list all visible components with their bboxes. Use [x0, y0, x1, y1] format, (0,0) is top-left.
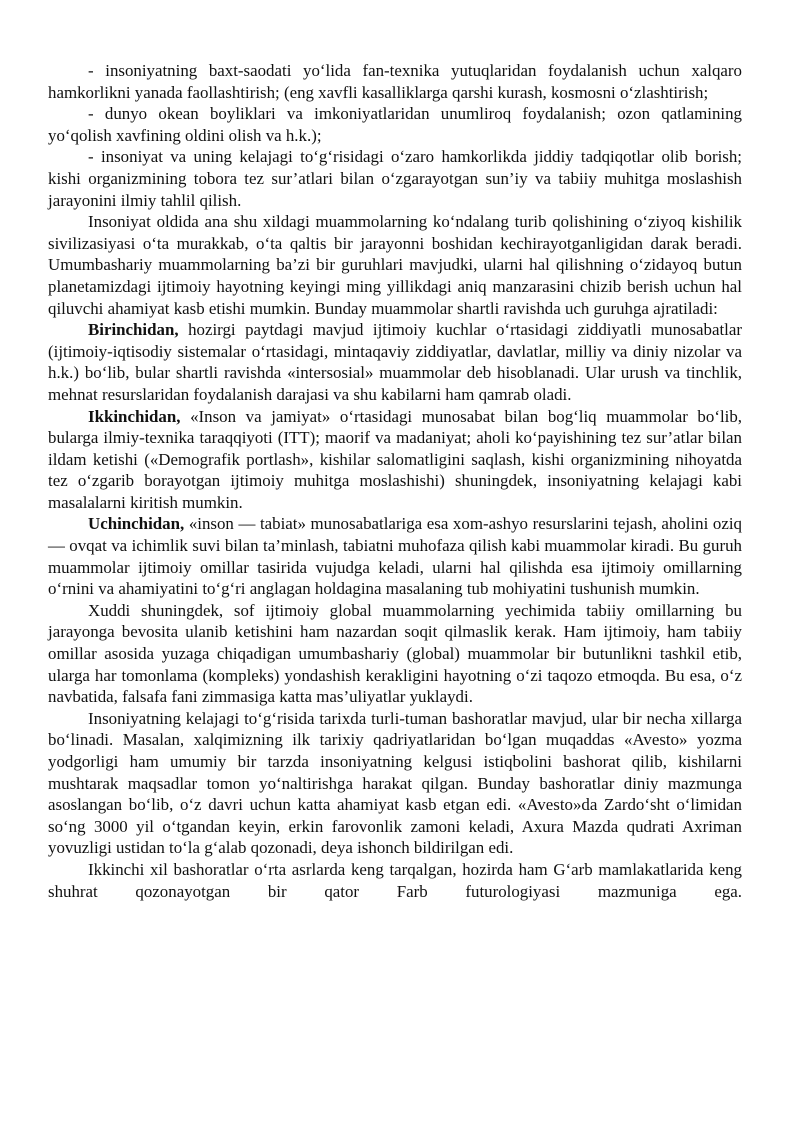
paragraph-10: [48, 859, 742, 902]
paragraph-1: [48, 60, 742, 103]
paragraph-2: [48, 103, 742, 146]
paragraph-text: Insoniyatning kelajagi to‘g‘risida tarixda turli-tuman bashoratlar mavjud, ular bir necha xillarga bo‘linadi. Masalan, xalqimizning ilk tarixiy qadriyatlaridan bo‘lgan muqaddas «Avesto» yozma yodgorligi ham umumiy bir tarzda insoniyatning kelgusi istiqbolini bashorat qilib, kishilarni mushtarak maqsadlar tomon yo‘naltirishga harakat qilgan. Bunday bashoratlar diniy mazmunga asoslangan bo‘lib, o‘z davri uchun katta ahamiyat kasb etgan edi. «Avesto»da Zardo‘sht o‘limidan so‘ng 3000 yil o‘tgandan keyin, erkin farovonlik zamoni keladi, Axura Mazda qudrati Axriman yovuzligi ustidan to‘la g‘alab qozonadi, deya ishonch bildirilgan edi.: [48, 708, 742, 858]
paragraph-text: - dunyo okean boyliklari va imkoniyatlaridan unumliroq foydalanish; ozon qatlamining yo‘qolish xavfining oldini olish va h.k.);: [48, 104, 742, 145]
paragraph-text: «inson — tabiat» munosabatlariga esa xom-ashyo resurslarini tejash, aholini oziq — ovqat va ichimlik suvi bilan ta’minlash, tabiatni muhofaza qilish kabi muammolar kiradi. Bu guruh muammolar ijtimoiy omillar tasirida vujudga keladi, ularni hal qilishda esa ijtimoiy omillarning o‘rnini va ahamiyatini to‘g‘ri anglagan holdagina masalaning tub mohiyatini tushunish mumkin.: [48, 514, 742, 599]
paragraph-text: - insoniyat va uning kelajagi to‘g‘risidagi o‘zaro hamkorlikda jiddiy tadqiqotlar olib borish; kishi organizmining tobora tez sur’atlari bilan o‘zgarayotgan sun’iy va tabiiy muhitga moslashish jarayonini ilmiy tahlil qilish.: [48, 147, 742, 210]
paragraph-lead: Ikkinchidan,: [88, 406, 181, 426]
paragraph-lead: Uchinchidan,: [88, 514, 185, 534]
paragraph-text: - insoniyatning baxt-saodati yo‘lida fan-texnika yutuqlaridan foydalanish uchun xalqaro hamkorlikni yanada faollashtirish; (eng xavfli kasalliklarga qarshi kurash, kosmosni o‘zlashtirish;: [48, 61, 742, 102]
paragraph-lead: Birinchidan,: [88, 320, 179, 340]
paragraph-6: [48, 406, 742, 514]
paragraph-3: [48, 146, 742, 211]
paragraph-text: «Inson va jamiyat» o‘rtasidagi munosabat bilan bog‘liq muammolar bo‘lib, bularga ilmiy-texnika taraqqiyoti (ITT); maorif va madaniyat; aholi ko‘payishining tez sur’atlar bilan ildam ketishi («Demografik portlash», kishilar salomatligini saqlash, kishi organizmining nihoyatda tez o‘zgarib borayotgan ijtimoiy muhitga moslashishi) shuningdek, insoniyatning kelajagi kabi masalalarni kiritish mumkin.: [48, 406, 742, 512]
paragraph-7: [48, 513, 742, 599]
paragraph-text: Ikkinchi xil bashoratlar o‘rta asrlarda keng tarqalgan, hozirda ham G‘arb mamlakatlarida keng shuhrat qozonayotgan bir qator Farb futurologiyasi mazmuniga ega.: [48, 859, 742, 901]
paragraph-text: Xuddi shuningdek, sof ijtimoiy global muammolarning yechimida tabiiy omillarning bu jarayonga bevosita ulanib ketishini ham nazardan soqit qilmaslik kerak. Ham ijtimoiy, ham tabiiy omillar asosida yuzaga chiqadigan umumbashariy (global) muammolar bir butunlikni tashkil etib, ularga har tomonlama (kompleks) yondashish kerakligini hayotning o‘zi taqozo etmoqda. Bu esa, o‘z navbatida, falsafa fani zimmasiga katta mas’uliyatlar yuklaydi.: [48, 600, 742, 707]
paragraph-4: [48, 211, 742, 319]
paragraph-8: [48, 600, 742, 708]
paragraph-text: hozirgi paytdagi mavjud ijtimoiy kuchlar o‘rtasidagi ziddiyatli munosabatlar (ijtimoiy-iqtisodiy sistemalar o‘rtasidagi, mintaqaviy ziddiyatlar, davlatlar, milliy va diniy nizolar va h.k.) bo‘lib, bular shartli ravishda «intersosial» muammolar deb hisoblanadi. Ular urush va tinchlik, mehnat resurslaridan foydalanish darajasi va shu kabilarni ham qamrab oladi.: [48, 320, 742, 404]
paragraph-9: [48, 708, 742, 859]
document-page: [48, 60, 742, 902]
paragraph-5: [48, 319, 742, 405]
paragraph-text: Insoniyat oldida ana shu xildagi muammolarning ko‘ndalang turib qolishining o‘ziyoq kishilik sivilizasiyasi o‘ta murakkab, o‘ta qaltis bir jarayonni boshidan kechirayotganligidan darak beradi. Umumbashariy muammolarning ba’zi bir guruhlari mavjudki, ularni hal qilishning o‘zidayoq butun planetamizdagi ijtimoiy hayotning keyingi ming yillikdagi aniq manzarasini chizib berish uchun hal qiluvchi ahamiyat kasb etishi mumkin. Bunday muammolar shartli ravishda uch guruhga ajratiladi:: [48, 212, 742, 318]
